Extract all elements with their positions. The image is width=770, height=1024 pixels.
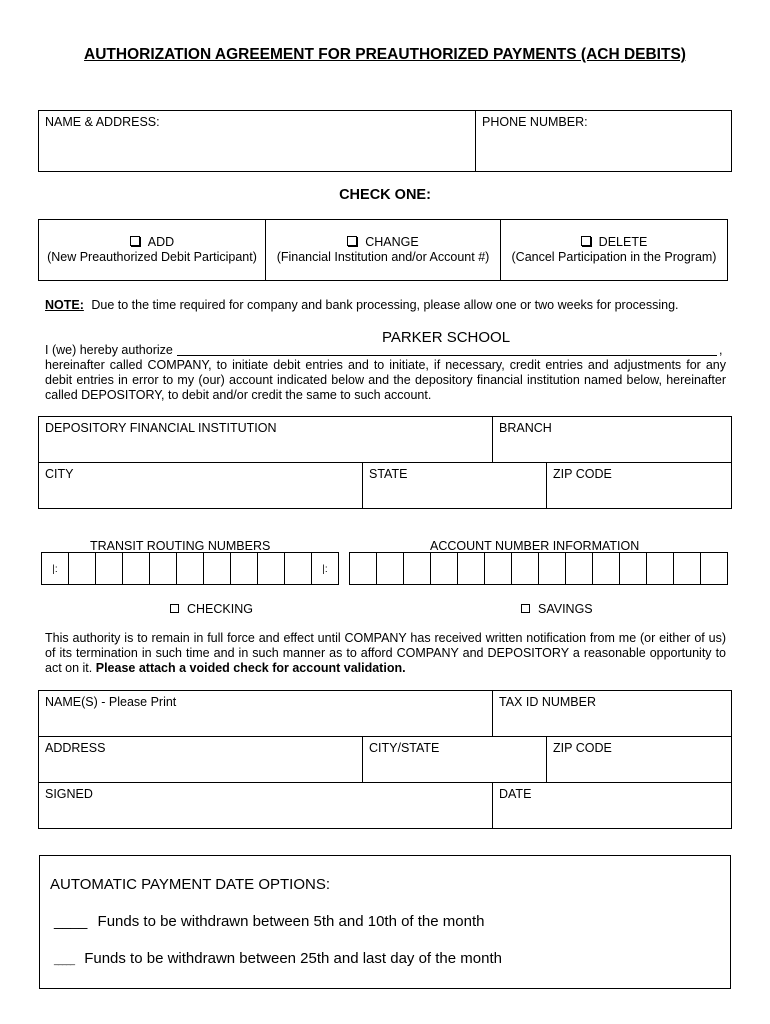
digit-box[interactable] bbox=[176, 552, 204, 585]
signed-field[interactable] bbox=[39, 783, 492, 828]
digit-box[interactable] bbox=[376, 552, 404, 585]
authority-paragraph bbox=[45, 631, 726, 676]
authorize-body: hereinafter called COMPANY, to initiate debit entries and to initiate, if necessary, credit entries and adjustments for any debit entries in error to my (our) account indicated below and the depository financial institution named below, hereinafter called DEPOSITORY, to debit and/or credit the same to such account. bbox=[45, 358, 726, 402]
option-delete[interactable] bbox=[501, 220, 727, 280]
digit-box[interactable] bbox=[538, 552, 566, 585]
option-change[interactable] bbox=[266, 220, 500, 280]
signed-label: SIGNED bbox=[45, 787, 93, 801]
add-description: (New Preauthorized Debit Participant) bbox=[47, 250, 257, 264]
phone-number-field[interactable] bbox=[476, 111, 731, 171]
form-title: AUTHORIZATION AGREEMENT FOR PREAUTHORIZED PAYMENTS (ACH DEBITS) bbox=[84, 46, 686, 63]
branch-field[interactable] bbox=[493, 417, 731, 462]
date-label: DATE bbox=[499, 787, 532, 801]
add-checkbox[interactable] bbox=[130, 236, 140, 246]
routing-label: TRANSIT ROUTING NUMBERS bbox=[90, 539, 271, 553]
savings-label: SAVINGS bbox=[538, 602, 593, 616]
branch-label: BRANCH bbox=[499, 421, 552, 435]
option-2-text: Funds to be withdrawn between 25th and last day of the month bbox=[84, 950, 502, 967]
digit-box[interactable] bbox=[149, 552, 177, 585]
savings-checkbox[interactable] bbox=[521, 604, 530, 613]
digit-box[interactable] bbox=[484, 552, 512, 585]
institution-field[interactable] bbox=[39, 417, 492, 462]
zip-label: ZIP CODE bbox=[553, 467, 612, 481]
digit-box[interactable] bbox=[673, 552, 701, 585]
note-label: NOTE: bbox=[45, 298, 84, 312]
payment-options-heading: AUTOMATIC PAYMENT DATE OPTIONS: bbox=[50, 876, 331, 893]
date-field[interactable] bbox=[493, 783, 731, 828]
signer-zip-label: ZIP CODE bbox=[553, 741, 612, 755]
delete-checkbox[interactable] bbox=[581, 236, 591, 246]
company-name: PARKER SCHOOL bbox=[381, 329, 511, 346]
digit-box[interactable] bbox=[203, 552, 231, 585]
address-label: ADDRESS bbox=[45, 741, 106, 755]
name-address-field[interactable] bbox=[39, 111, 475, 171]
digit-box[interactable] bbox=[230, 552, 258, 585]
authorize-lead: I (we) hereby authorize bbox=[45, 343, 173, 357]
authority-text: This authority is to remain in full force and effect until COMPANY has received written notification from me (or either of us) of its termination in such time and in such manner as to afford COMPANY and DEPOSITORY a reasonable opportunity to act on it. bbox=[45, 631, 726, 675]
digit-box[interactable] bbox=[284, 552, 312, 585]
checking-option[interactable] bbox=[170, 602, 253, 616]
digit-box[interactable] bbox=[646, 552, 674, 585]
digit-box[interactable] bbox=[565, 552, 593, 585]
delete-label: DELETE bbox=[598, 235, 648, 249]
tax-id-label: TAX ID NUMBER bbox=[499, 695, 596, 709]
digit-box[interactable] bbox=[457, 552, 485, 585]
company-underline bbox=[177, 355, 717, 356]
digit-box[interactable] bbox=[619, 552, 647, 585]
change-label: CHANGE bbox=[365, 235, 419, 249]
option-1-blank[interactable]: ____ bbox=[54, 913, 88, 930]
savings-option[interactable] bbox=[521, 602, 593, 616]
tax-id-field[interactable] bbox=[493, 691, 731, 736]
city-state-field[interactable] bbox=[363, 737, 546, 782]
zip-field[interactable] bbox=[547, 463, 731, 508]
note-text: Due to the time required for company and bank processing, please allow one or two weeks for processing. bbox=[91, 298, 679, 312]
digit-box[interactable] bbox=[95, 552, 123, 585]
institution-label: DEPOSITORY FINANCIAL INSTITUTION bbox=[45, 421, 277, 435]
digit-box[interactable] bbox=[122, 552, 150, 585]
state-label: STATE bbox=[369, 467, 408, 481]
digit-box[interactable] bbox=[700, 552, 728, 585]
names-label: NAME(S) - Please Print bbox=[45, 695, 177, 709]
routing-marker-cell: |: bbox=[41, 552, 69, 585]
digit-box[interactable] bbox=[257, 552, 285, 585]
add-label: ADD bbox=[147, 235, 175, 249]
digit-box[interactable] bbox=[68, 552, 96, 585]
payment-option-2[interactable] bbox=[54, 950, 502, 967]
digit-box[interactable] bbox=[403, 552, 431, 585]
delete-description: (Cancel Participation in the Program) bbox=[511, 250, 717, 264]
option-2-blank[interactable]: _____ bbox=[54, 955, 75, 965]
option-1-text: Funds to be withdrawn between 5th and 10th of the month bbox=[97, 913, 485, 930]
signer-zip-field[interactable] bbox=[547, 737, 731, 782]
names-field[interactable] bbox=[39, 691, 492, 736]
digit-box[interactable] bbox=[430, 552, 458, 585]
checking-checkbox[interactable] bbox=[170, 604, 179, 613]
checking-label: CHECKING bbox=[187, 602, 253, 616]
voided-check-note: Please attach a voided check for account validation. bbox=[95, 661, 406, 675]
authorize-trail: , bbox=[719, 343, 723, 357]
account-label: ACCOUNT NUMBER INFORMATION bbox=[430, 539, 640, 553]
city-label: CITY bbox=[45, 467, 74, 481]
city-state-label: CITY/STATE bbox=[369, 741, 440, 755]
city-field[interactable] bbox=[39, 463, 362, 508]
digit-box[interactable] bbox=[592, 552, 620, 585]
digit-box[interactable] bbox=[349, 552, 377, 585]
note bbox=[45, 298, 679, 312]
state-field[interactable] bbox=[363, 463, 546, 508]
check-one-heading: CHECK ONE: bbox=[339, 187, 431, 203]
digit-box[interactable] bbox=[511, 552, 539, 585]
address-field[interactable] bbox=[39, 737, 362, 782]
payment-option-1[interactable] bbox=[54, 913, 484, 930]
name-address-label: NAME & ADDRESS: bbox=[45, 115, 160, 129]
routing-marker-cell: |: bbox=[311, 552, 339, 585]
change-description: (Financial Institution and/or Account #) bbox=[276, 250, 490, 264]
phone-number-label: PHONE NUMBER: bbox=[482, 115, 588, 129]
change-checkbox[interactable] bbox=[347, 236, 357, 246]
option-add[interactable] bbox=[39, 220, 265, 280]
